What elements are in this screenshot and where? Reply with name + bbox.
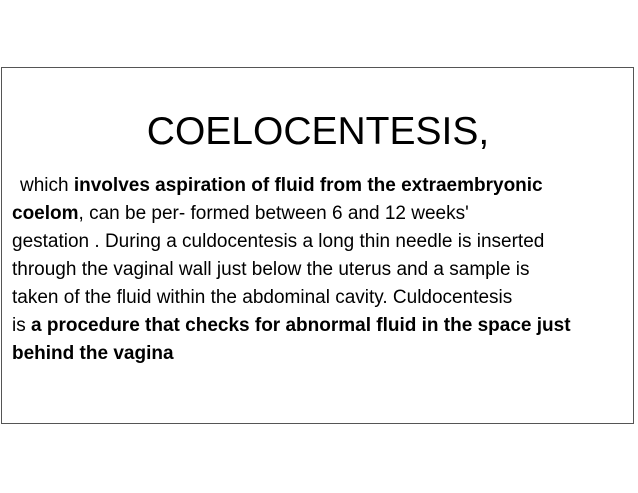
body-line-7-bold: behind the vagina	[12, 343, 174, 364]
body-line-1-bold: involves aspiration of fluid from the extraembryonic	[73, 175, 543, 196]
body-line-6	[12, 312, 630, 340]
body-line-4	[12, 256, 630, 284]
body-line-1	[12, 172, 630, 200]
slide-body	[12, 172, 630, 368]
body-line-5-text: taken of the fluid within the abdominal cavity. Culdocentesis	[12, 287, 513, 308]
body-line-4-text: through the vaginal wall just below the uterus and a sample is	[12, 259, 530, 280]
body-line-7	[12, 340, 630, 368]
body-line-6-bold: a procedure that checks for abnormal fluid in the space just	[31, 315, 571, 336]
slide-title: COELOCENTESIS,	[146, 110, 490, 153]
body-line-2-bold: coelom	[12, 203, 79, 224]
body-line-3	[12, 228, 630, 256]
body-line-2	[12, 200, 630, 228]
body-line-3-text: gestation . During a culdocentesis a long thin needle is inserted	[12, 231, 545, 252]
body-line-1-text: which	[20, 175, 74, 196]
body-line-5	[12, 284, 630, 312]
body-line-6-text: is	[12, 315, 31, 336]
body-line-2-after: , can be per- formed between 6 and 12 weeks'	[78, 203, 469, 224]
